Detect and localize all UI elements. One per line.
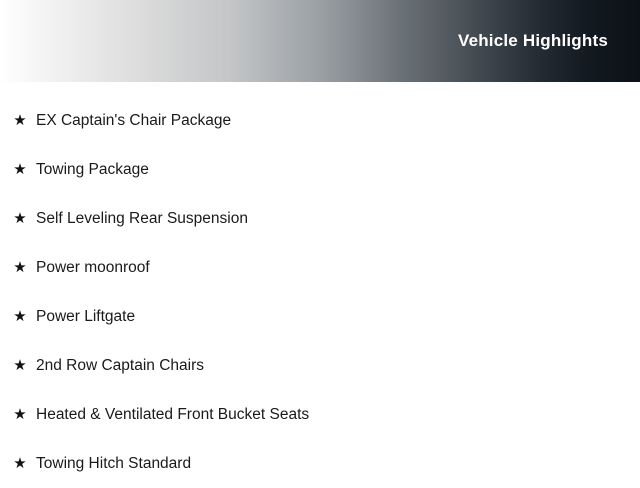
highlight-label: Heated & Ventilated Front Bucket Seats	[36, 405, 310, 423]
star-icon: ★	[13, 161, 27, 178]
highlight-label: Self Leveling Rear Suspension	[36, 209, 248, 227]
list-item	[0, 439, 640, 488]
highlight-label: Power Liftgate	[36, 307, 136, 325]
list-item	[0, 390, 640, 439]
star-icon: ★	[13, 357, 27, 374]
list-item	[0, 194, 640, 243]
page-title: Vehicle Highlights	[457, 31, 608, 50]
list-item	[0, 292, 640, 341]
highlight-label: Towing Package	[36, 160, 149, 178]
highlights-list	[0, 82, 640, 488]
highlight-label: 2nd Row Captain Chairs	[36, 356, 205, 374]
star-icon: ★	[13, 259, 27, 276]
list-item	[0, 145, 640, 194]
list-item	[0, 243, 640, 292]
star-icon: ★	[13, 112, 27, 129]
highlight-label: EX Captain's Chair Package	[36, 111, 232, 129]
star-icon: ★	[13, 210, 27, 227]
star-icon: ★	[13, 406, 27, 423]
highlight-label: Towing Hitch Standard	[36, 454, 192, 472]
list-item	[0, 96, 640, 145]
list-item	[0, 341, 640, 390]
star-icon: ★	[13, 308, 27, 325]
page-header	[0, 0, 640, 82]
highlight-label: Power moonroof	[36, 258, 150, 276]
star-icon: ★	[13, 455, 27, 472]
